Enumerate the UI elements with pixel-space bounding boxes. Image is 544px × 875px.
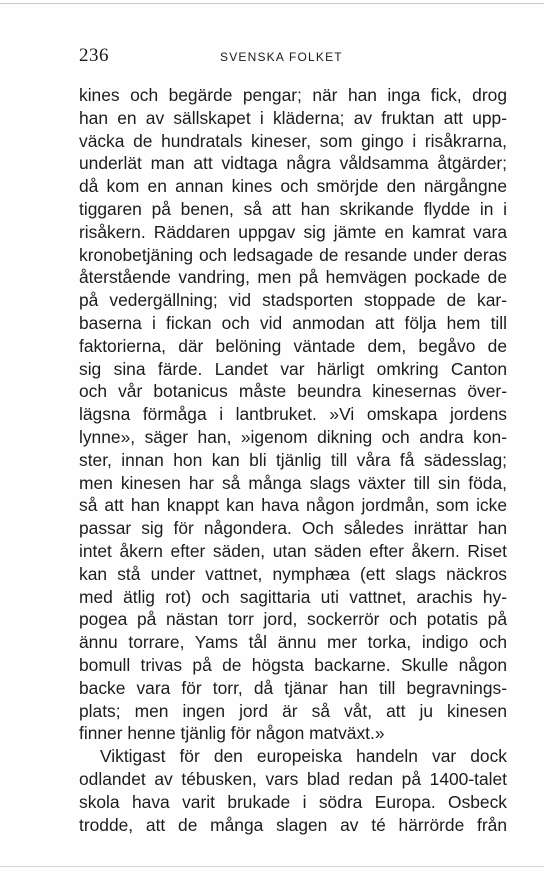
text-line: återstående vandring, men på hemvägen pockade de xyxy=(79,267,507,288)
text-line: faktorierna, där belöning väntade dem, begåvo de xyxy=(79,335,507,356)
text-line: kan stå under vattnet, nymphæa (ett slags näckros xyxy=(79,563,507,584)
top-edge-rule xyxy=(0,3,544,4)
paragraph-start-line: Viktigast för den europeiska handeln var dock xyxy=(100,746,507,767)
text-line: pogea på nästan torr jord, sockerrör och potatis på xyxy=(79,609,507,630)
bottom-edge-rule xyxy=(0,866,544,867)
text-line: bomull trivas på de högsta backarne. Skulle någon xyxy=(79,654,507,675)
text-line: väcka de hundratals kineser, som gingo i risåkrarna, xyxy=(79,130,507,151)
text-line: han en av sällskapet i kläderna; av fruktan att upp- xyxy=(79,107,507,128)
text-line: intet åkern efter säden, utan säden efter åkern. Riset xyxy=(79,540,507,561)
text-line: backe vara för torr, då tjänar han till begravnings- xyxy=(79,677,507,698)
text-line: odlandet av tébusken, vars blad redan på 1400-talet xyxy=(79,768,507,789)
text-line: trodde, att de många slagen av té härrörde från xyxy=(79,814,507,835)
text-line: plats; men ingen jord är så våt, att ju kinesen xyxy=(79,700,507,721)
text-line: ster, innan hon kan bli tjänlig till våra få sädesslag; xyxy=(79,449,507,470)
body-text xyxy=(79,84,507,836)
text-line: underlät man att vidtaga några våldsamma åtgärder; xyxy=(79,153,507,174)
text-line: skola hava varit brukade i södra Europa. Osbeck xyxy=(79,791,507,812)
page-number: 236 xyxy=(79,45,109,66)
running-title: SVENSKA FOLKET xyxy=(220,50,343,64)
text-line: risåkern. Räddaren uppgav sig jämte en kamrat vara xyxy=(79,221,507,242)
text-line: sig sina färde. Landet var härligt omkring Canton xyxy=(79,358,507,379)
paragraph-end-line: finner henne tjänlig för någon matväxt.» xyxy=(79,723,385,744)
text-line: baserna i fickan och vid anmodan att följa hem till xyxy=(79,312,507,333)
text-line: kines och begärde pengar; när han inga fick, drog xyxy=(79,85,507,105)
text-line: på vedergällning; vid stadsporten stoppade de kar- xyxy=(79,290,507,311)
text-line: men kinesen har så många slags växter till sin föda, xyxy=(79,472,507,493)
text-line: och vår botanicus måste beundra kinesernas över- xyxy=(79,381,507,402)
text-line: så att han knappt kan hava någon jordmån, som icke xyxy=(79,495,507,516)
text-line: med ätlig rot) och sagittaria uti vattnet, arachis hy- xyxy=(79,586,507,607)
text-line: då kom en annan kines och smörjde den närgångne xyxy=(79,176,507,197)
text-line: lägsna förmåga i lantbruket. »Vi omskapa jordens xyxy=(79,404,507,425)
text-line: tiggaren på benen, så att han skrikande flydde in i xyxy=(79,198,507,219)
text-line: passar sig för någondera. Och således inrättar han xyxy=(79,518,507,539)
text-line: ännu torrare, Yams tål ännu mer torka, indigo och xyxy=(79,632,507,653)
text-line: kronobetjäning och ledsagade de resande under deras xyxy=(79,244,507,265)
text-line: lynne», säger han, »igenom dikning och andra kon- xyxy=(79,426,507,447)
